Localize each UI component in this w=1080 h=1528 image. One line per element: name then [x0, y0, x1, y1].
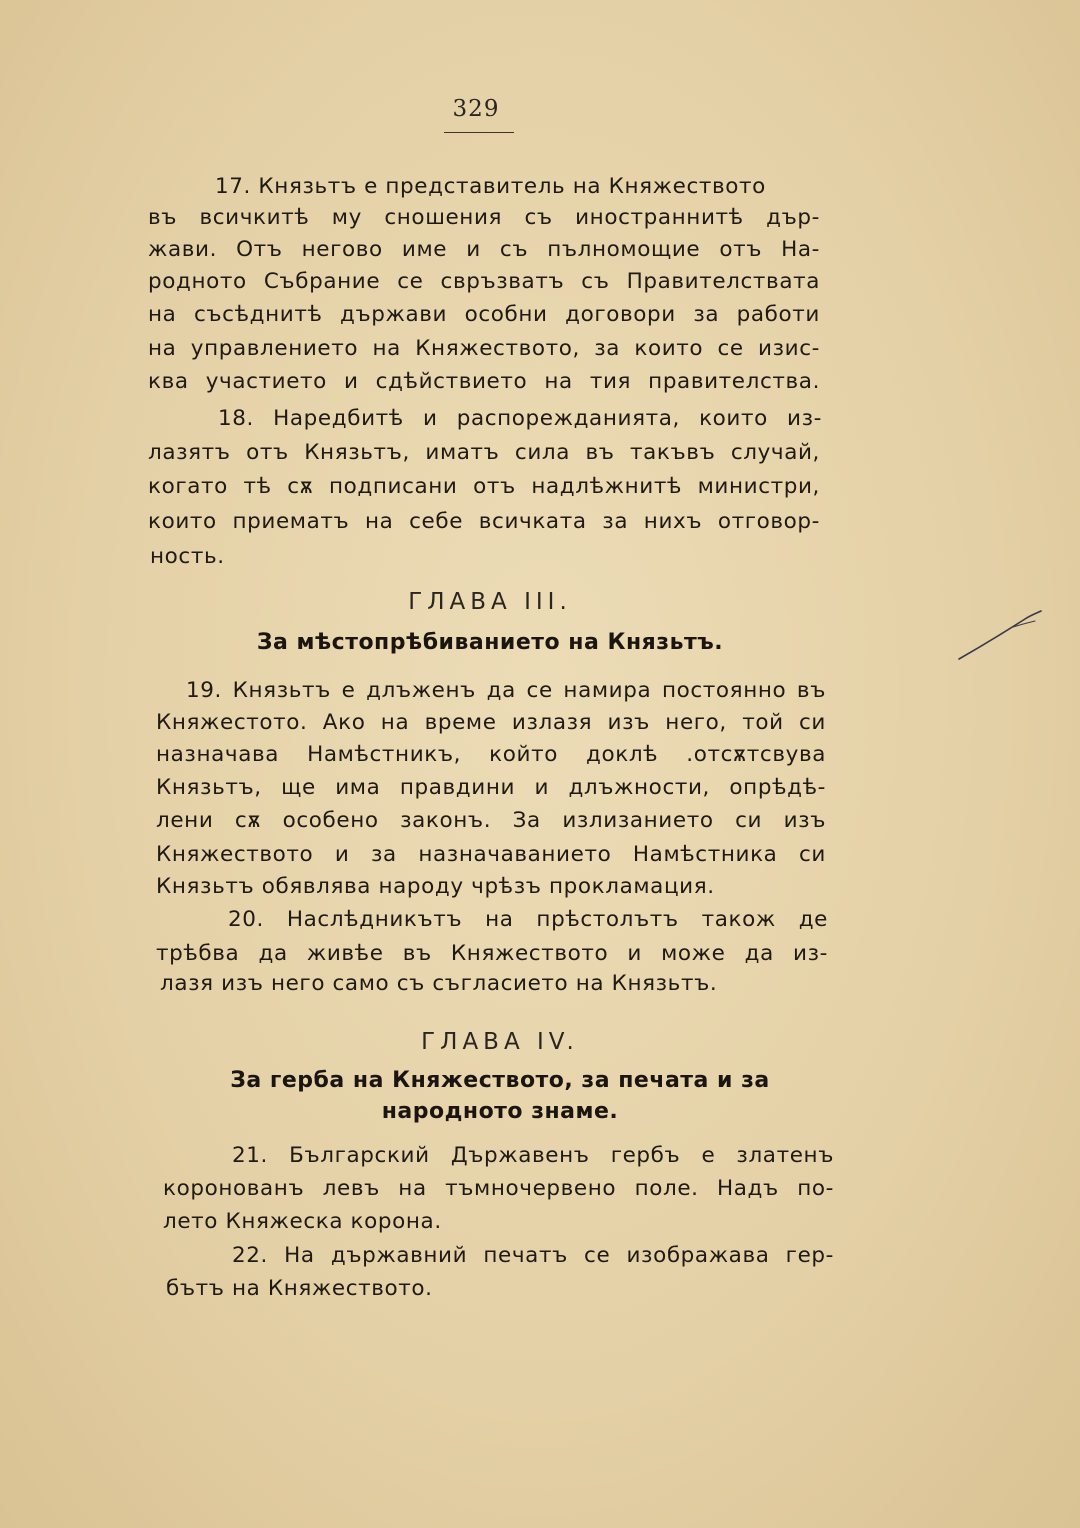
text-line: лени сѫ особено законъ. За излизанието си изъ — [156, 808, 826, 833]
text-line: лето Княжеска корона. — [163, 1209, 442, 1234]
text-line: 20. Наслѣдникътъ на прѣстолътъ також де — [228, 907, 828, 932]
text-line: лазя изъ него само съ съгласието на Князьтъ. — [160, 971, 718, 996]
text-line: коронованъ левъ на тъмночервено поле. Надъ по- — [163, 1176, 834, 1201]
text-line: въ всичкитѣ му сношения съ иностраннитѣ дър- — [148, 205, 820, 230]
text-line: родното Събрание се свръзватъ съ Правителствата — [148, 269, 820, 294]
text-line: назначава Намѣстникъ, който доклѣ .отсѫтсвува — [156, 742, 826, 767]
text-line: ква участието и сдѣйствието на тия правителства. — [148, 369, 820, 394]
text-line: Князьтъ, ще има правдини и длъжности, опрѣдѣ- — [156, 775, 826, 800]
text-line: ность. — [150, 544, 225, 569]
chapter-title: ГЛАВА III. — [408, 589, 572, 615]
chapter-subtitle: За герба на Княжеството, за печата и за — [230, 1068, 770, 1093]
text-line: 21. Българский Държавенъ гербъ е златенъ — [232, 1143, 834, 1168]
text-line: 22. На държавний печатъ се изображава гер- — [232, 1243, 834, 1268]
text-line: лазятъ отъ Князьтъ, иматъ сила въ такъвъ случай, — [148, 440, 820, 465]
text-line: Князьтъ обявлява народу чрѣзъ прокламация. — [156, 874, 715, 899]
chapter-subtitle: народното знаме. — [381, 1099, 619, 1124]
text-line: Княжеството и за назначаванието Намѣстника си — [156, 842, 826, 867]
pen-mark-icon — [955, 605, 1045, 665]
text-line: трѣбва да живѣе въ Княжеството и може да из- — [156, 941, 828, 966]
text-line: на съсѣднитѣ държави особни договори за работи — [148, 302, 820, 327]
text-line: които приематъ на себе всичката за нихъ отговор- — [148, 509, 820, 534]
page-number-rule — [444, 132, 514, 133]
text-line: когато тѣ сѫ подписани отъ надлѣжнитѣ министри, — [148, 474, 820, 499]
text-line: жави. Отъ негово име и съ пълномощие отъ На- — [148, 237, 820, 262]
chapter-title: ГЛАВА IV. — [421, 1029, 579, 1055]
text-line: 19. Князьтъ е длъженъ да се намира постоянно въ — [186, 678, 826, 703]
page-number: 329 — [452, 96, 500, 122]
text-line: 18. Наредбитѣ и распорежданията, които из- — [218, 406, 822, 431]
chapter-subtitle: За мѣстопрѣбиванието на Князьтъ. — [256, 630, 724, 655]
text-line: Княжестото. Ако на време излазя изъ него, той си — [156, 710, 826, 735]
text-line: на управлението на Княжеството, за които се изис- — [148, 336, 820, 361]
text-line: бътъ на Княжеството. — [166, 1276, 433, 1301]
text-line: 17. Князьтъ е представитель на Княжеството — [215, 174, 766, 199]
